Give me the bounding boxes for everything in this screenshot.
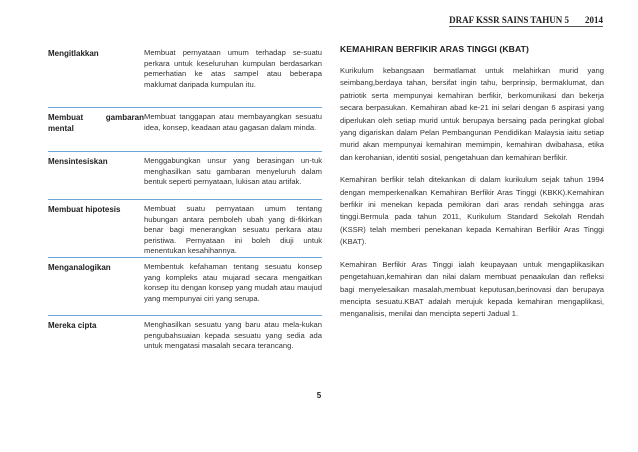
skill-definition: Membuat tanggapan atau membayangkan sesuatu idea, konsep, keadaan atau gagasan dalam minda.	[144, 112, 322, 132]
page-number: 5	[316, 391, 322, 400]
table-row	[48, 152, 322, 200]
header-year: 2014	[585, 15, 603, 25]
skill-term: Membuat gambaran mental	[48, 113, 144, 133]
section-paragraph: Kemahiran Berfikir Aras Tinggi ialah keupayaan untuk mengaplikasikan pengetahuan,kemahiran dan nilai dalam membuat penaakulan dan refleksi bagi menyelesaikan masalah,membuat keputusan,berinovasi dan berupaya mencipta sesuatu.KBAT adalah merujuk kepada kemahiran mengaplikasi, menganalisis, menilai dan mencipta seperti Jadual 1.	[340, 259, 604, 319]
header-title: DRAF KSSR SAINS TAHUN 5	[449, 15, 569, 25]
section-paragraph: Kemahiran berfikir telah ditekankan di dalam kurikulum sejak tahun 1994 dengan memperkenalkan Kemahiran Berfikir Aras Tinggi (KBKK).Kemahiran berfikir ini menekan kepada pemikiran dari aras rendah sehingga aras tinggi.Bermula pada tahun 2011, Kurikulum Standard Sekolah Rendah (KSSR) telah memberi penekanan kepada Kemahiran Berfikir Aras Tinggi (KBAT).	[340, 175, 604, 247]
table-row	[48, 258, 322, 316]
section-heading: KEMAHIRAN BERFIKIR ARAS TINGGI (KBAT)	[340, 44, 529, 54]
skill-term: Mereka cipta	[48, 321, 97, 330]
page-header	[449, 15, 603, 27]
kbat-section	[340, 44, 604, 331]
skill-definition: Menggabungkan unsur yang berasingan un-tuk menghasilkan satu gambaran menyeluruh dalam bentuk seperti pernyataan, lukisan atau artifak.	[144, 156, 322, 186]
skill-definition: Membentuk kefahaman tentang sesuatu konsep yang kompleks atau mujarad secara mengaitkan konsep itu dengan konsep yang mudah atau maujud yang mempunyai ciri yang serupa.	[144, 262, 322, 303]
table-row	[48, 44, 322, 108]
section-paragraph: Kurikulum kebangsaan bermatlamat untuk melahirkan murid yang seimbang,berdaya tahan, bersifat ingin tahu, berprinsip, bermaklumat, dan patriotik serta mempunyai kemahiran berfikir, berkomunikasi dan bekerja secara berpasukan. Kemahiran abad ke-21 ini selari dengan 6 aspirasi yang diperlukan oleh setiap murid untuk berupaya bersaing pada peringkat global yang digariskan dalam Pelan Pembangunan Pendidikan Malaysia iaitu setiap murid akan mempunyai kemahiran memimpin, kemahiran dwibahasa, etika dan kerohanian, identiti sosial, pengetahuan dan kemahiran berfikir.	[340, 66, 604, 162]
table-row	[48, 200, 322, 258]
skill-term: Membuat hipotesis	[48, 205, 121, 214]
skills-table	[48, 44, 322, 364]
skill-term: Menganalogikan	[48, 263, 111, 272]
skill-term: Mensintesiskan	[48, 157, 108, 166]
skill-definition: Membuat suatu pernyataan umum tentang hubungan antara pemboleh ubah yang di-fikirkan benar bagi menerangkan sesuatu perkara atau peristiwa. Pernyataan ini boleh diuji untuk menentukan kesahihannya.	[144, 204, 322, 255]
skill-definition: Menghasilkan sesuatu yang baru atau mela-kukan pengubahsuaian kepada sesuatu yang sedia ada untuk mengatasi masalah secara terancang.	[144, 320, 322, 350]
table-row	[48, 108, 322, 152]
table-row	[48, 316, 322, 364]
skill-definition: Membuat pernyataan umum terhadap se-suatu perkara untuk keseluruhan kumpulan berdasarkan pemerhatian ke atas sampel atau beberapa maklumat daripada kumpulan itu.	[144, 48, 322, 89]
skill-term: Mengitlakkan	[48, 49, 99, 58]
